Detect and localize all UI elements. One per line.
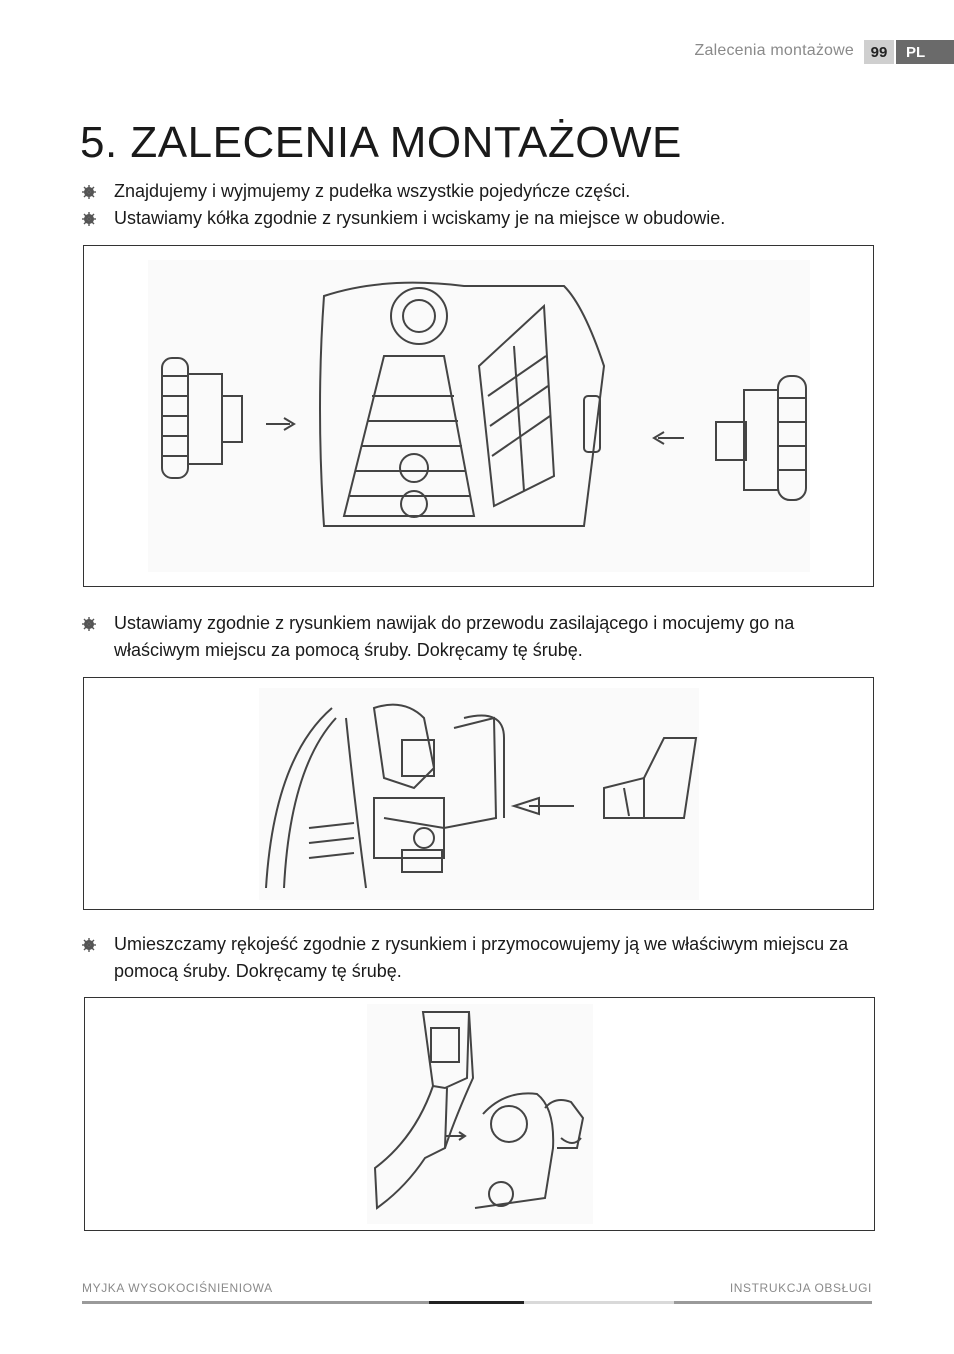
footer-doc-type: INSTRUKCJA OBSŁUGI — [729, 1281, 872, 1295]
bullet-icon — [82, 212, 96, 226]
figure-wheels — [83, 245, 874, 587]
step-text: Ustawiamy zgodnie z rysunkiem nawijak do przewodu zasilającego i mocujemy go na właściwym miejscu za pomocą śruby. Dokręcamy tę śrubę. — [114, 613, 795, 660]
footer-bar-segment — [82, 1301, 429, 1304]
footer-product-name: MYJKA WYSOKOCIŚNIENIOWA — [82, 1281, 273, 1295]
step-item — [82, 610, 882, 664]
handle-illustration — [85, 998, 874, 1230]
step-text: Umieszczamy rękojeść zgodnie z rysunkiem i przymocowujemy ją we właściwym miejscu za pomocą śruby. Dokręcamy tę śrubę. — [114, 934, 849, 981]
footer-bar-segment — [674, 1301, 872, 1304]
bullet-icon — [82, 938, 96, 952]
step-item — [82, 205, 882, 232]
wheel-assembly-illustration — [84, 246, 873, 586]
figure-cord-reel — [83, 677, 874, 910]
figure-handle — [84, 997, 875, 1231]
step-text: Ustawiamy kółka zgodnie z rysunkiem i wciskamy je na miejsce w obudowie. — [114, 208, 726, 228]
header-section-title: Zalecenia montażowe — [694, 42, 854, 59]
step-item — [82, 178, 882, 205]
bullet-icon — [82, 185, 96, 199]
footer-bar-segment — [524, 1301, 674, 1304]
footer-bar-segment — [429, 1301, 524, 1304]
cord-reel-illustration — [84, 678, 873, 909]
bullet-icon — [82, 617, 96, 631]
page-title: 5. ZALECENIA MONTAŻOWE — [80, 118, 682, 167]
step-text: Znajdujemy i wyjmujemy z pudełka wszystkie pojedyńcze części. — [114, 181, 631, 201]
page-number: 99 — [864, 40, 894, 64]
language-badge: PL — [896, 40, 954, 64]
step-item — [82, 931, 882, 985]
